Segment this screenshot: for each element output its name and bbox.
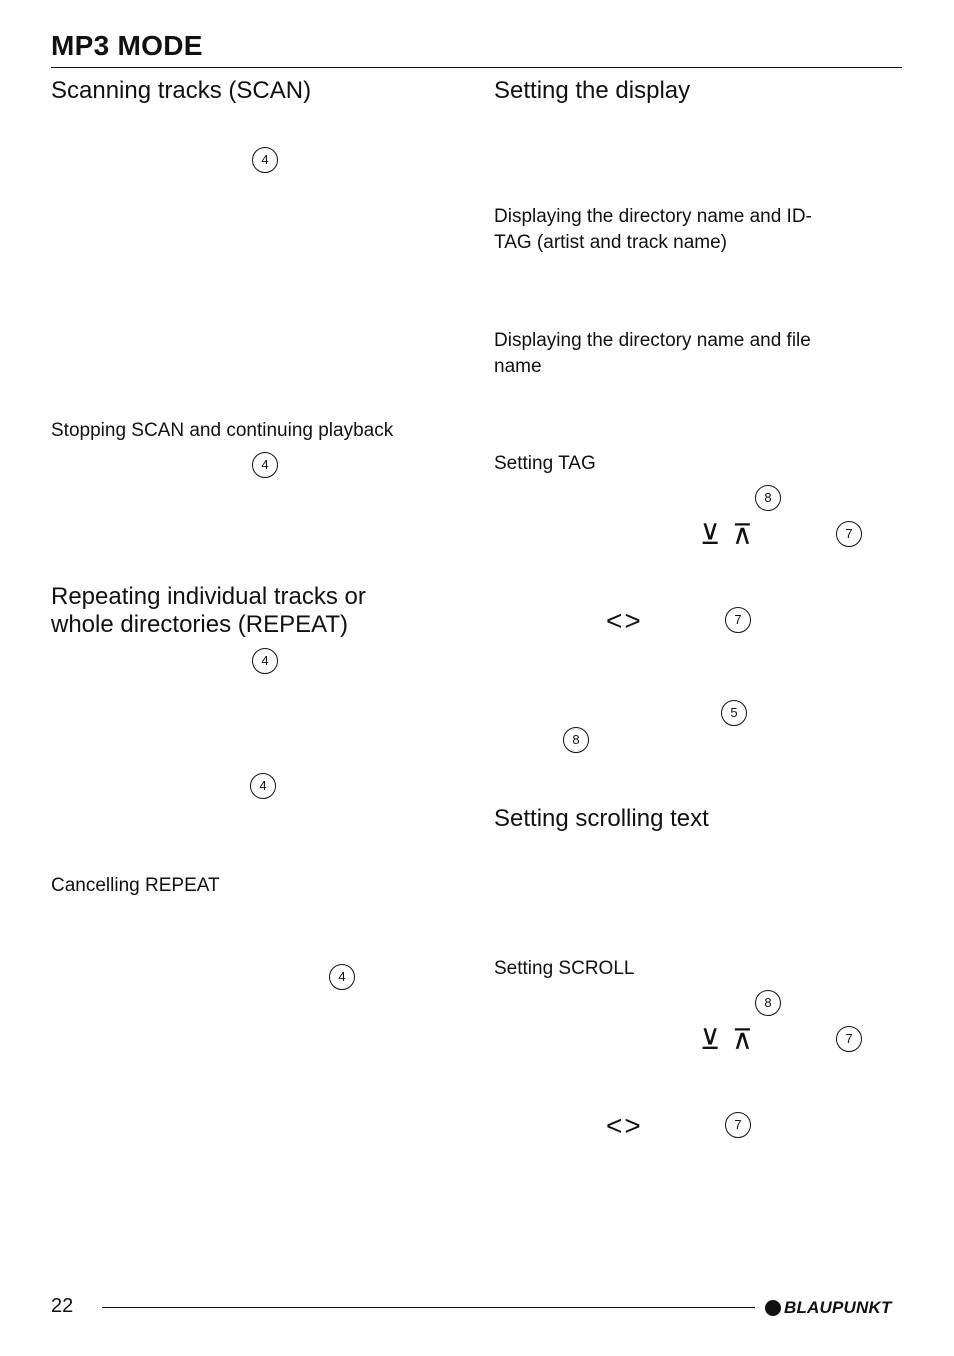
file-name-heading-line1: Displaying the directory name and file [494, 330, 811, 351]
callout-8-tag-exit: 8 [563, 727, 589, 753]
callout-4-repeat-dir: 4 [250, 773, 276, 799]
page-title: MP3 MODE [51, 30, 203, 61]
repeat-heading-line1: Repeating individual tracks or [51, 583, 366, 610]
brand-name: BLAUPUNKT [784, 1298, 892, 1317]
scan-heading: Scanning tracks (SCAN) [51, 77, 312, 104]
cancel-repeat-heading: Cancelling REPEAT [51, 875, 220, 896]
logo-dot-icon [765, 1300, 781, 1316]
callout-5-tag: 5 [721, 700, 747, 726]
callout-4-scan: 4 [252, 147, 278, 173]
setting-scroll-heading: Setting SCROLL [494, 958, 635, 979]
display-heading: Setting the display [494, 77, 691, 104]
down-up-arrow-icon: ⊻ ⊼ [700, 519, 755, 550]
callout-4-stop-scan: 4 [252, 452, 278, 478]
page-number: 22 [51, 1295, 74, 1317]
callout-8-scroll: 8 [755, 990, 781, 1016]
callout-7-tag-arrows: 7 [836, 521, 862, 547]
scroll-heading: Setting scrolling text [494, 805, 709, 832]
callout-7-tag-lr: 7 [725, 607, 751, 633]
id-tag-heading-line1: Displaying the directory name and ID- [494, 206, 812, 227]
callout-7-scroll-lr: 7 [725, 1112, 751, 1138]
id-tag-heading-line2: TAG (artist and track name) [494, 232, 727, 253]
down-up-arrow-icon-scroll: ⊻ ⊼ [700, 1024, 755, 1055]
callout-4-cancel-repeat: 4 [329, 964, 355, 990]
callout-8-tag: 8 [755, 485, 781, 511]
file-name-heading [494, 328, 811, 380]
footer-rule [102, 1307, 755, 1308]
setting-tag-heading: Setting TAG [494, 453, 596, 474]
callout-7-scroll-arrows: 7 [836, 1026, 862, 1052]
title-rule [51, 67, 902, 68]
left-right-arrow-icon-scroll: <> [606, 1110, 643, 1141]
id-tag-heading [494, 204, 812, 256]
repeat-heading-line2: whole directories (REPEAT) [51, 611, 348, 638]
file-name-heading-line2: name [494, 356, 542, 377]
left-right-arrow-icon: <> [606, 605, 643, 636]
brand-logo [765, 1298, 892, 1318]
stop-scan-heading: Stopping SCAN and continuing playback [51, 420, 394, 441]
callout-4-repeat: 4 [252, 648, 278, 674]
repeat-heading [51, 583, 366, 639]
